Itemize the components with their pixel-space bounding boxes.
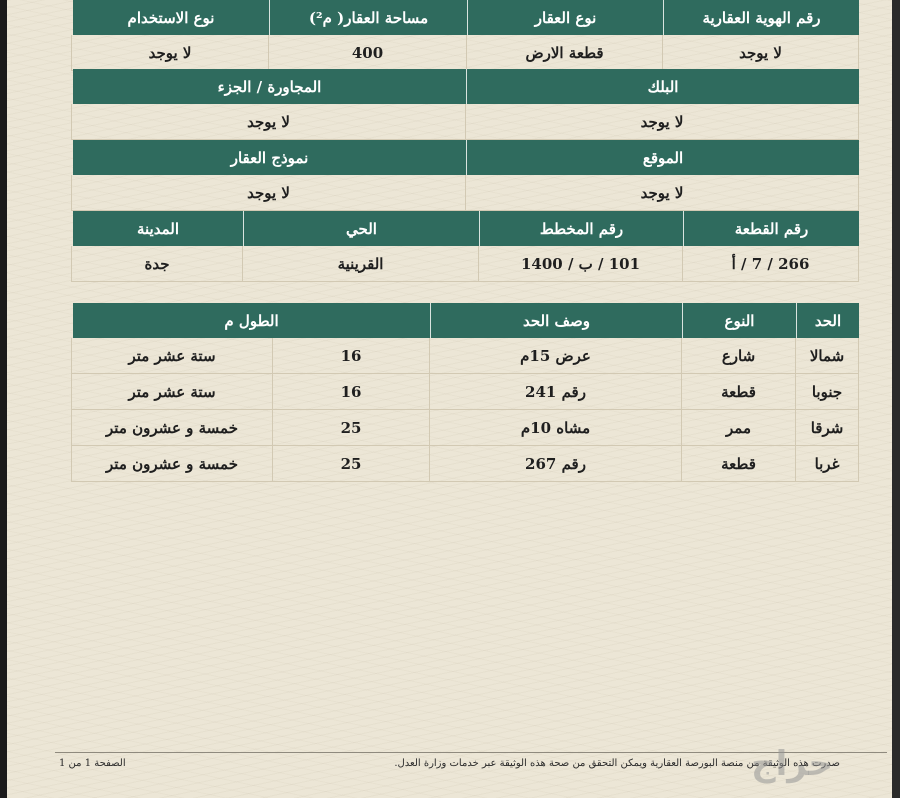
boundary-type: ممر xyxy=(681,410,795,445)
property-info-table xyxy=(73,0,859,71)
value-property-area: 400 xyxy=(268,35,466,70)
header-property-type: نوع العقار xyxy=(467,0,663,35)
property-info-value-row xyxy=(71,35,859,71)
header-property-id: رقم الهوية العقارية xyxy=(663,0,859,35)
boundary-side: غربا xyxy=(795,446,858,481)
boundary-length-text: ستة عشر متر xyxy=(128,346,216,365)
header-city: المدينة xyxy=(136,219,180,238)
header-boundary-length: الطول م xyxy=(224,311,279,330)
page-number: الصفحة 1 من 1 xyxy=(59,758,126,769)
boundary-length: 16 xyxy=(272,374,429,409)
property-info-header-row xyxy=(73,0,859,35)
location-info-value-row xyxy=(71,175,859,211)
location-info-table xyxy=(73,140,859,211)
plot-info-table xyxy=(73,211,859,282)
block-info-table xyxy=(73,69,859,140)
boundary-description: مشاه 10م xyxy=(429,410,681,445)
page-edge xyxy=(892,0,900,798)
boundary-description: رقم 267 xyxy=(429,446,681,481)
boundary-length: 25 xyxy=(272,446,429,481)
block-info-value-row xyxy=(71,104,859,140)
plot-info-value-row xyxy=(71,246,859,282)
location-info-header-row xyxy=(73,140,859,175)
boundary-side: شمالا xyxy=(795,338,858,373)
block-info-header-row xyxy=(73,69,859,104)
boundary-type: شارع xyxy=(681,338,795,373)
value-plot-number: 266 / 7 / أ xyxy=(682,246,858,281)
boundary-row xyxy=(71,446,859,482)
boundary-row xyxy=(71,374,859,410)
document-page xyxy=(7,0,892,798)
boundary-row xyxy=(71,338,859,374)
value-usage-type: لا يوجد xyxy=(148,43,192,62)
header-neighborhood-part: المجاورة / الجزء xyxy=(217,77,322,96)
boundary-type: قطعة xyxy=(681,446,795,481)
boundary-row xyxy=(71,410,859,446)
boundary-length-text: خمسة و عشرون متر xyxy=(106,418,238,437)
boundary-description: عرض 15م xyxy=(429,338,681,373)
plot-info-header-row xyxy=(73,211,859,246)
boundary-length-text: ستة عشر متر xyxy=(128,382,216,401)
header-block: البلك xyxy=(466,69,859,104)
header-property-area: مساحة العقار( م²) xyxy=(269,0,467,35)
boundaries-table xyxy=(73,303,859,482)
value-district: القرينية xyxy=(242,246,478,281)
boundaries-header-row xyxy=(73,303,859,338)
value-property-type: قطعة الارض xyxy=(466,35,662,70)
header-plan-number: رقم المخطط xyxy=(479,211,683,246)
value-block: لا يوجد xyxy=(465,104,858,139)
value-city: جدة xyxy=(144,254,170,273)
boundary-description: رقم 241 xyxy=(429,374,681,409)
boundary-length-text: خمسة و عشرون متر xyxy=(106,454,238,473)
boundary-type: قطعة xyxy=(681,374,795,409)
footer-notice: صدرت هذه الوثيقة من منصة البورصة العقارية ويمكن التحقق من صحة هذه الوثيقة عبر خدمات وزارة العدل. xyxy=(394,758,840,769)
header-boundary-description: وصف الحد xyxy=(430,303,682,338)
header-location: الموقع xyxy=(466,140,859,175)
header-boundary-type: النوع xyxy=(682,303,796,338)
header-district: الحي xyxy=(243,211,479,246)
value-property-id: لا يوجد xyxy=(662,35,858,70)
header-plot-number: رقم القطعة xyxy=(683,211,859,246)
value-plan-number: 101 / ب / 1400 xyxy=(478,246,682,281)
boundary-length: 25 xyxy=(272,410,429,445)
boundary-length: 16 xyxy=(272,338,429,373)
value-property-model: لا يوجد xyxy=(247,183,290,202)
header-boundary-side: الحد xyxy=(796,303,859,338)
boundary-side: جنوبا xyxy=(795,374,858,409)
value-location: لا يوجد xyxy=(465,175,858,210)
watermark-logo: حراج xyxy=(751,744,833,784)
value-neighborhood-part: لا يوجد xyxy=(247,112,290,131)
header-usage-type: نوع الاستخدام xyxy=(127,8,215,27)
boundary-side: شرقا xyxy=(795,410,858,445)
header-property-model: نموذج العقار xyxy=(230,148,309,167)
